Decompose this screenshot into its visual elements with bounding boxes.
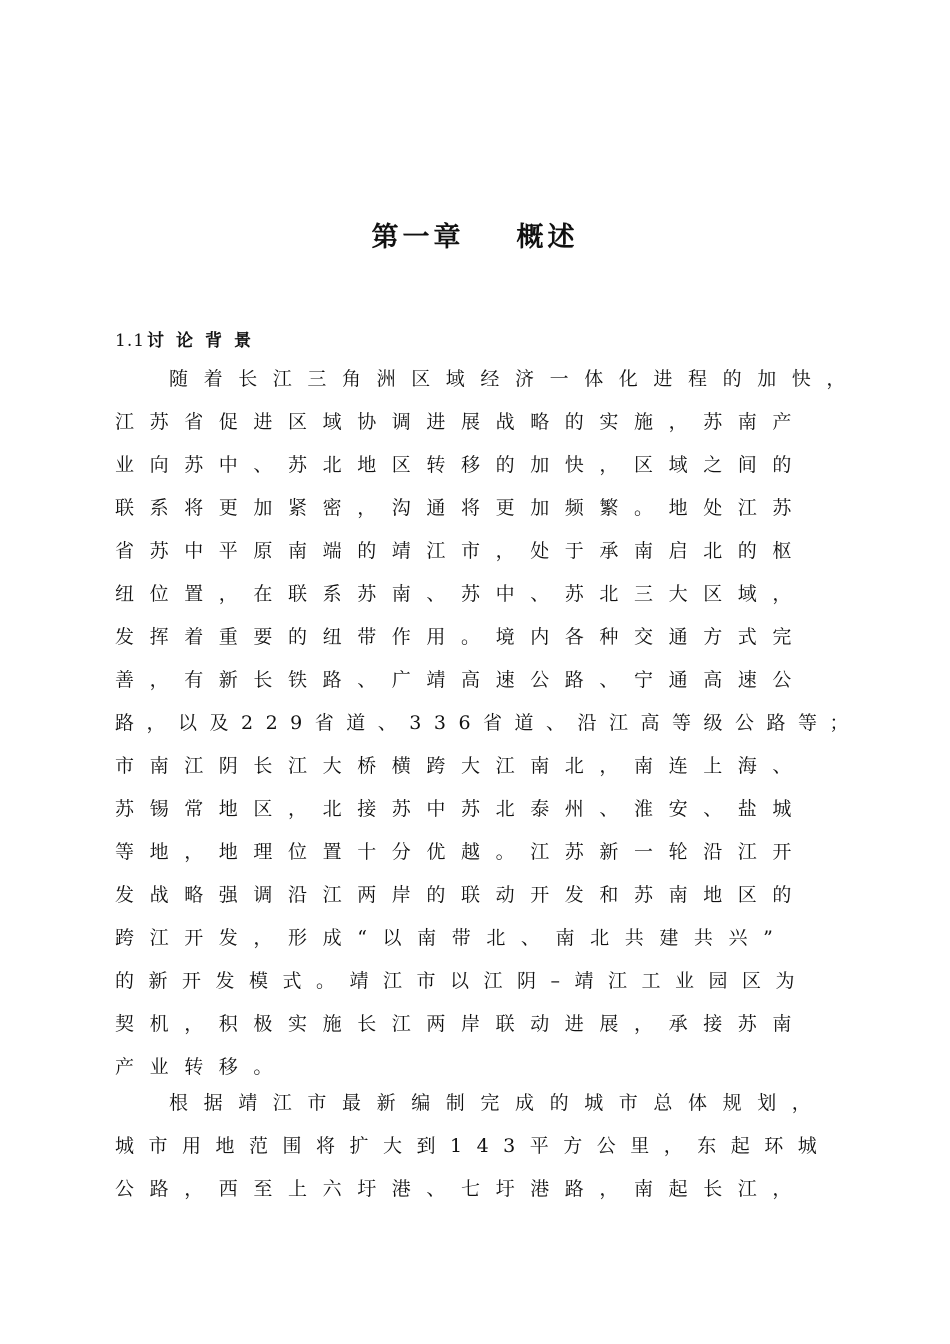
text-line: 发挥着重要的纽带作用。境内各种交通方式完 bbox=[115, 626, 808, 648]
section-heading bbox=[115, 327, 263, 355]
text-line: 跨江开发，形成“以南带北、南北共建共兴” bbox=[115, 927, 789, 949]
text-line: 市南江阴长江大桥横跨大江南北，南连上海、 bbox=[115, 755, 808, 777]
section-title: 讨论背景 bbox=[147, 331, 264, 351]
text-line: 江苏省促进区域协调进展战略的实施，苏南产 bbox=[115, 411, 808, 433]
text-line: 等地，地理位置十分优越。江苏新一轮沿江开 bbox=[115, 841, 808, 863]
text-line: 随着长江三角洲区域经济一体化进程的加快， bbox=[169, 368, 862, 390]
text-line: 契机，积极实施长江两岸联动进展，承接苏南 bbox=[115, 1013, 808, 1035]
text-line: 根据靖江市最新编制完成的城市总体规划， bbox=[169, 1092, 827, 1114]
text-line: 发战略强调沿江两岸的联动开发和苏南地区的 bbox=[115, 884, 808, 906]
text-line: 公路，西至上六圩港、七圩港路，南起长江， bbox=[115, 1178, 808, 1200]
text-line: 的新开发模式。靖江市以江阴–靖江工业园区为 bbox=[115, 970, 810, 992]
text-line: 业向苏中、苏北地区转移的加快，区域之间的 bbox=[115, 454, 808, 476]
text-line: 省苏中平原南端的靖江市，处于承南启北的枢 bbox=[115, 540, 808, 562]
text-line: 产业转移。 bbox=[115, 1056, 289, 1078]
text-line: 联系将更加紧密，沟通将更加频繁。地处江苏 bbox=[115, 497, 808, 519]
text-line: 城市用地范围将扩大到143平方公里，东起环城 bbox=[115, 1135, 832, 1157]
chapter-title-text: 概述 bbox=[516, 222, 579, 253]
text-line: 路，以及229省道、336省道、沿江高等级公路等； bbox=[115, 712, 862, 734]
section-number: 1.1 bbox=[115, 331, 146, 351]
text-line: 纽位置，在联系苏南、苏中、苏北三大区域， bbox=[115, 583, 808, 605]
chapter-number-label: 第一章 bbox=[371, 222, 465, 253]
text-line: 善，有新长铁路、广靖高速公路、宁通高速公 bbox=[115, 669, 808, 691]
text-line: 苏锡常地区，北接苏中苏北泰州、淮安、盐城 bbox=[115, 798, 808, 820]
chapter-title bbox=[0, 218, 950, 258]
